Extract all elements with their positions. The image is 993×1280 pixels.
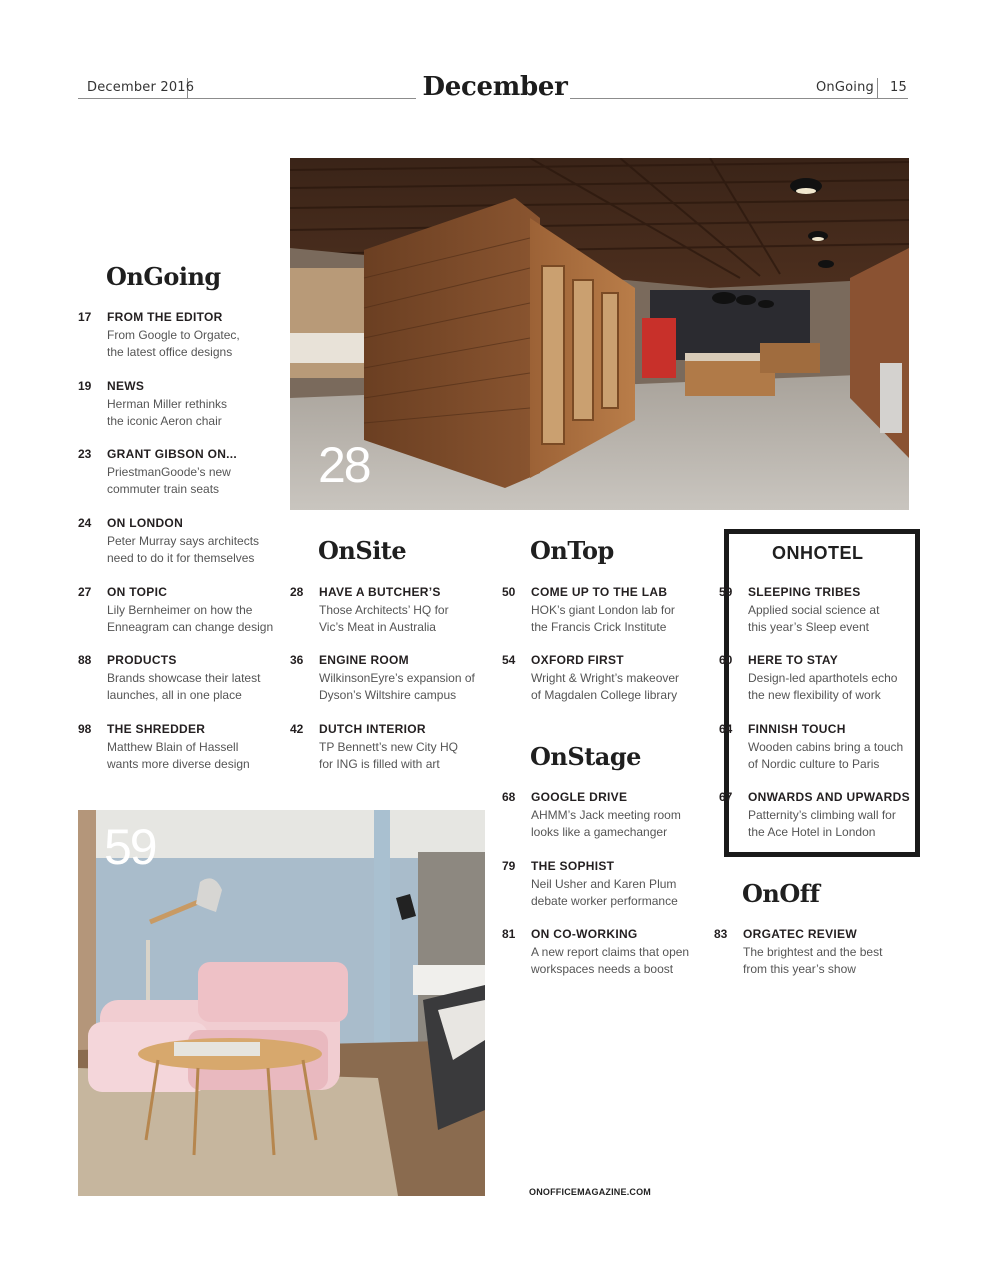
photo-page-ref-59: 59 [104,819,156,875]
toc-page-number: 67 [719,790,733,804]
page-title: December [422,72,568,102]
toc-description: TP Bennett’s new City HQ for ING is filled with art [319,740,458,771]
toc-title: COME UP TO THE LAB [531,585,668,599]
header-rule-left [78,98,416,99]
hotel-room-photo [78,810,485,1196]
toc-page-number: 23 [78,447,92,461]
toc-page-number: 28 [290,585,304,599]
toc-title: OXFORD FIRST [531,653,624,667]
toc-title: ON CO-WORKING [531,927,638,941]
section-heading-ontop: OnTop [530,536,614,565]
toc-page-number: 54 [502,653,516,667]
toc-page-number: 79 [502,859,516,873]
toc-description: WilkinsonEyre’s expansion of Dyson’s Wiltshire campus [319,671,475,702]
toc-page-number: 17 [78,310,92,324]
toc-page-number: 81 [502,927,516,941]
office-interior-illustration [290,158,909,510]
header-rule-right [570,98,908,99]
section-heading-onoff: OnOff [742,879,820,908]
toc-title: THE SOPHIST [531,859,615,873]
magazine-url[interactable]: ONOFFICEMAGAZINE.COM [529,1187,651,1197]
toc-description: Herman Miller rethinks the iconic Aeron chair [107,397,228,428]
toc-title: ON LONDON [107,516,184,530]
toc-title: THE SHREDDER [107,722,206,736]
issue-date: December 2016 [87,80,195,95]
toc-page-number: 59 [719,585,733,599]
toc-page-number: 68 [502,790,516,804]
toc-description: Wooden cabins bring a touch of Nordic culture to Paris [748,740,904,771]
toc-page-number: 36 [290,653,304,667]
toc-description: Design-led aparthotels echo the new flexibility of work [748,671,898,702]
toc-description: From Google to Orgatec, the latest office designs [107,328,240,359]
page-number: 15 [890,80,907,95]
section-heading-onstage: OnStage [530,742,641,771]
toc-title: GRANT GIBSON ON... [107,447,238,461]
office-interior-photo [290,158,909,510]
toc-title: HERE TO STAY [748,653,839,667]
toc-description: Neil Usher and Karen Plum debate worker performance [531,877,678,908]
toc-description: Wright & Wright’s makeover of Magdalen College library [531,671,680,702]
section-label: OnGoing [816,80,875,95]
toc-title: ENGINE ROOM [319,653,409,667]
toc-title: HAVE A BUTCHER’S [319,585,441,599]
toc-description: Applied social science at this year’s Sleep event [748,603,880,634]
toc-page-number: 27 [78,585,92,599]
section-heading-onhotel: ONHOTEL [772,543,864,563]
toc-description: AHMM’s Jack meeting room looks like a gamechanger [531,808,681,839]
toc-title: PRODUCTS [107,653,177,667]
toc-title: DUTCH INTERIOR [319,722,426,736]
toc-page-number: 42 [290,722,304,736]
toc-title: FROM THE EDITOR [107,310,223,324]
toc-title: ONWARDS AND UPWARDS [748,790,910,804]
header-divider-right [877,78,878,99]
toc-description: PriestmanGoode’s new commuter train seats [107,465,231,496]
section-heading-onsite: OnSite [318,536,407,565]
toc-description: HOK’s giant London lab for the Francis Crick Institute [531,603,675,634]
toc-page-number: 98 [78,722,92,736]
photo-page-ref-28: 28 [318,437,370,493]
toc-page-number: 24 [78,516,92,530]
toc-page-number: 83 [714,927,728,941]
toc-page-number: 19 [78,379,92,393]
toc-title: SLEEPING TRIBES [748,585,861,599]
toc-description: Those Architects’ HQ for Vic’s Meat in Australia [319,603,449,634]
toc-title: FINNISH TOUCH [748,722,846,736]
toc-description: Lily Bernheimer on how the Enneagram can change design [107,603,274,634]
toc-title: NEWS [107,379,145,393]
toc-page-number: 60 [719,653,733,667]
toc-description: Brands showcase their latest launches, all in one place [107,671,261,702]
toc-title: ORGATEC REVIEW [743,927,857,941]
toc-page-number: 50 [502,585,516,599]
toc-title: GOOGLE DRIVE [531,790,628,804]
toc-page-number: 88 [78,653,92,667]
toc-description: Patternity’s climbing wall for the Ace Hotel in London [748,808,896,839]
toc-description: Matthew Blain of Hassell wants more diverse design [107,740,250,771]
toc-description: Peter Murray says architects need to do it for themselves [107,534,260,565]
section-heading-ongoing: OnGoing [106,262,221,291]
toc-page-number: 64 [719,722,733,736]
toc-description: A new report claims that open workspaces needs a boost [531,945,690,976]
toc-title: ON TOPIC [107,585,168,599]
toc-description: The brightest and the best from this year’s show [743,945,883,976]
